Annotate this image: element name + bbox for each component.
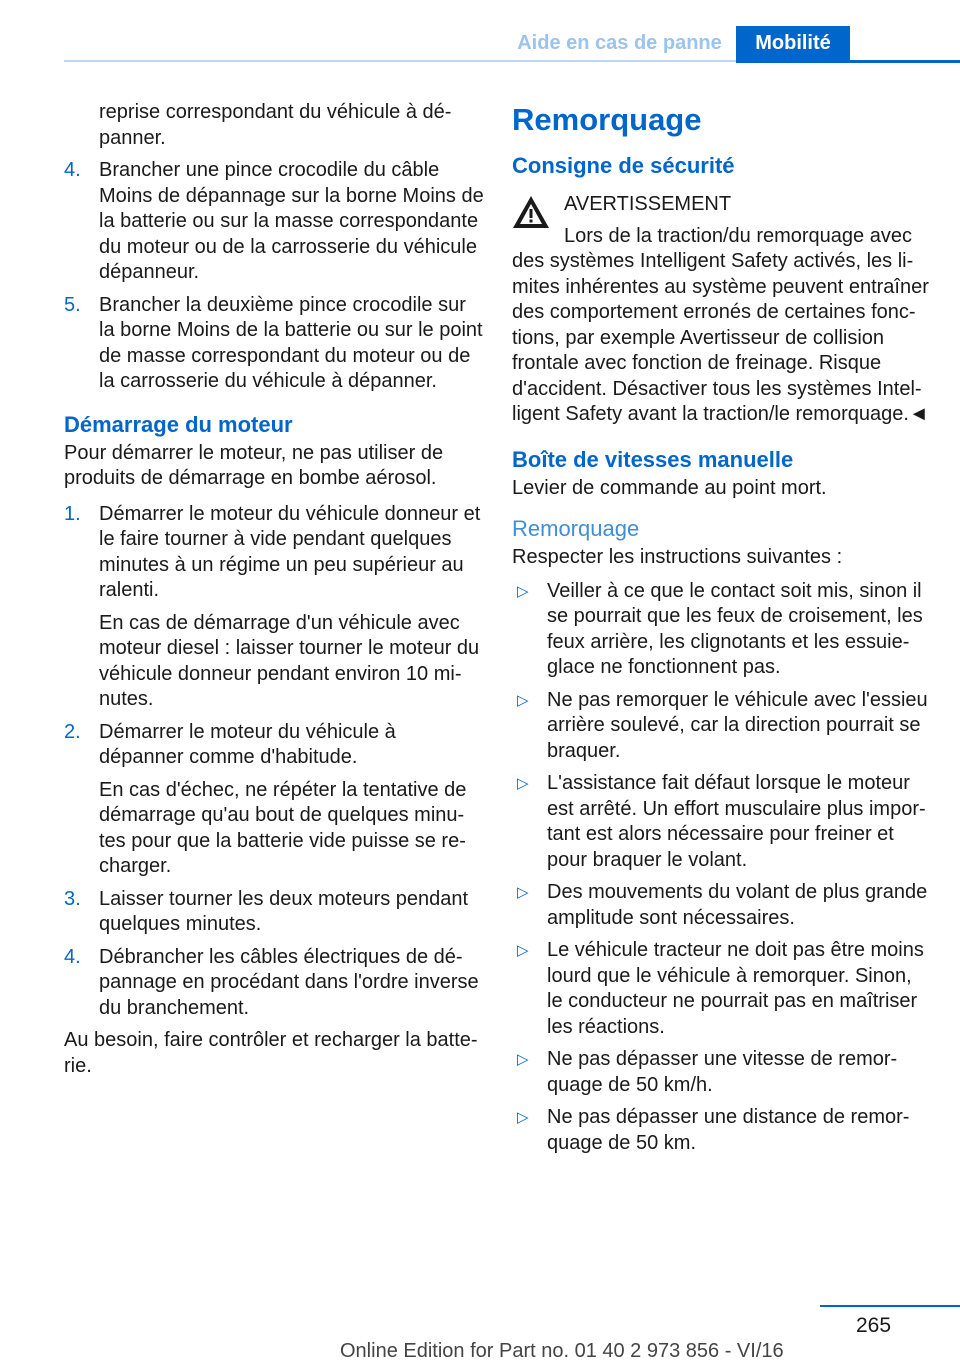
- list-number: 4.: [64, 945, 81, 968]
- bullet-text: Ne pas remorquer le véhicule avec l'essieu arrière soulevé, car la direction pourrait se braquer.: [547, 688, 928, 762]
- heading-gearbox: Boîte de vitesses manuelle: [512, 446, 794, 472]
- list-subtext: En cas de démarrage d'un véhicule avec moteur diesel : laisser tourner le moteur du véhicule donneur pendant environ 10 minutes.: [99, 611, 480, 710]
- intro-text: Pour démarrer le moteur, ne pas utiliser de produits de démarrage en bombe aérosol.: [64, 441, 444, 489]
- bullet-triangle-icon: ▷: [517, 582, 529, 600]
- bullet-triangle-icon: ▷: [517, 1051, 529, 1068]
- towing-intro: Respecter les instructions suivantes :: [512, 546, 843, 568]
- bullet-text: Ne pas dépasser une vitesse de remorquage de 50 km/h.: [547, 1048, 898, 1096]
- list-item: [64, 502, 484, 713]
- bullet-triangle-icon: ▷: [517, 1109, 529, 1126]
- header-rule-accent: [736, 60, 960, 63]
- bullet-triangle-icon: ▷: [517, 942, 529, 959]
- list-text: Démarrer le moteur du véhicule à dépanner comme d'habitude.: [99, 720, 396, 768]
- continued-text: reprise correspondant du véhicule à dépanner.: [99, 101, 452, 149]
- bullet-text: Des mouvements du volant de plus grande amplitude sont nécessaires.: [547, 881, 928, 929]
- left-column: [64, 100, 484, 1079]
- bullet-item: [512, 880, 930, 931]
- list-item: [64, 720, 484, 880]
- list-subtext: En cas d'échec, ne répéter la tentative de démarrage qu'au bout de quelques minutes pour que la batterie vide puisse se recharger.: [99, 778, 467, 877]
- list-item: [64, 158, 484, 286]
- list-text: Débrancher les câbles électriques de dépannage en procédant dans l'ordre inverse du branchement.: [99, 945, 479, 1019]
- right-column: [512, 100, 930, 1163]
- list-item: [64, 293, 484, 395]
- bullet-text: L'assistance fait défaut lorsque le moteur est arrêté. Un effort musculaire plus important est alors nécessaire pour freiner et pour braquer le volant.: [547, 772, 926, 871]
- bullet-triangle-icon: ▷: [517, 775, 529, 792]
- edition-text: Online Edition for Part no. 01 40 2 973 856 - VI/16: [340, 1340, 784, 1362]
- heading-safety: Consigne de sécurité: [512, 153, 735, 178]
- list-item: [64, 887, 484, 938]
- outro-text: Au besoin, faire contrôler et recharger la batterie.: [64, 1029, 478, 1077]
- list-number: 1.: [64, 502, 81, 525]
- warning-label: AVERTISSEMENT: [564, 193, 732, 215]
- list-text: Brancher une pince crocodile du câble Moins de dépannage sur la borne Moins de la batterie ou sur la masse correspondante du moteur ou de la carrosserie du véhicule dépanneur.: [99, 159, 484, 283]
- list-text: Démarrer le moteur du véhicule donneur et le faire tourner à vide pendant quelques minutes à un régime un peu supérieur au ralenti.: [99, 502, 481, 601]
- bullet-item: [512, 688, 930, 765]
- list-item: [64, 945, 484, 1022]
- bullet-text: Ne pas dépasser une distance de remorquage de 50 km.: [547, 1106, 910, 1154]
- heading-engine-start: Démarrage du moteur: [64, 411, 293, 437]
- subheading-towing: Remorquage: [512, 516, 640, 541]
- bullet-text: Le véhicule tracteur ne doit pas être moins lourd que le véhicule à remorquer. Sinon, le conducteur ne pourrait pas en maîtriser les réactions.: [547, 939, 924, 1038]
- header-chapter-tab[interactable]: Mobilité: [736, 26, 850, 60]
- list-number: 3.: [64, 887, 81, 910]
- warning-triangle-icon: [512, 194, 550, 230]
- list-number: 4.: [64, 159, 81, 181]
- bullet-triangle-icon: ▷: [517, 691, 529, 709]
- bullet-item: [512, 938, 930, 1040]
- footer-rule: [820, 1305, 960, 1307]
- warning-block: [512, 192, 930, 249]
- page-number: 265: [856, 1314, 892, 1337]
- bullet-item: [512, 1105, 930, 1156]
- gearbox-text: Levier de commande au point mort.: [512, 476, 827, 499]
- list-text: Laisser tourner les deux moteurs pendant quelques minutes.: [99, 887, 469, 935]
- header-section-tab[interactable]: Aide en cas de panne: [517, 31, 722, 54]
- bullet-triangle-icon: ▷: [517, 884, 529, 901]
- warning-line: Lors de la traction/du remorquage avec: [564, 224, 912, 247]
- page-title: Remorquage: [512, 102, 702, 137]
- bullet-item: [512, 579, 930, 681]
- bullet-item: [512, 1047, 930, 1098]
- list-text: Brancher la deuxième pince crocodile sur la borne Moins de la batterie ou sur le point de masse correspondant du moteur ou de la carrosserie du véhicule à dépanner.: [99, 293, 483, 392]
- bullet-text: Veiller à ce que le contact soit mis, sinon il se pourrait que les feux de croisement, les feux arrière, les clignotants et les essuie-glace ne fonctionnent pas.: [547, 579, 923, 678]
- list-number: 5.: [64, 293, 81, 316]
- bullet-item: [512, 771, 930, 873]
- warning-text: des systèmes Intelligent Safety activés, les limites inhérentes au système peuvent entraîner des comportement erronés de certaines fonctions, par exemple Avertisseur de collision frontale avec fonction de freinage. Risque d'accident. Désactiver tous les systèmes Intelligent Safety avant la traction/le remorquage.◄: [512, 250, 929, 425]
- list-number: 2.: [64, 720, 81, 743]
